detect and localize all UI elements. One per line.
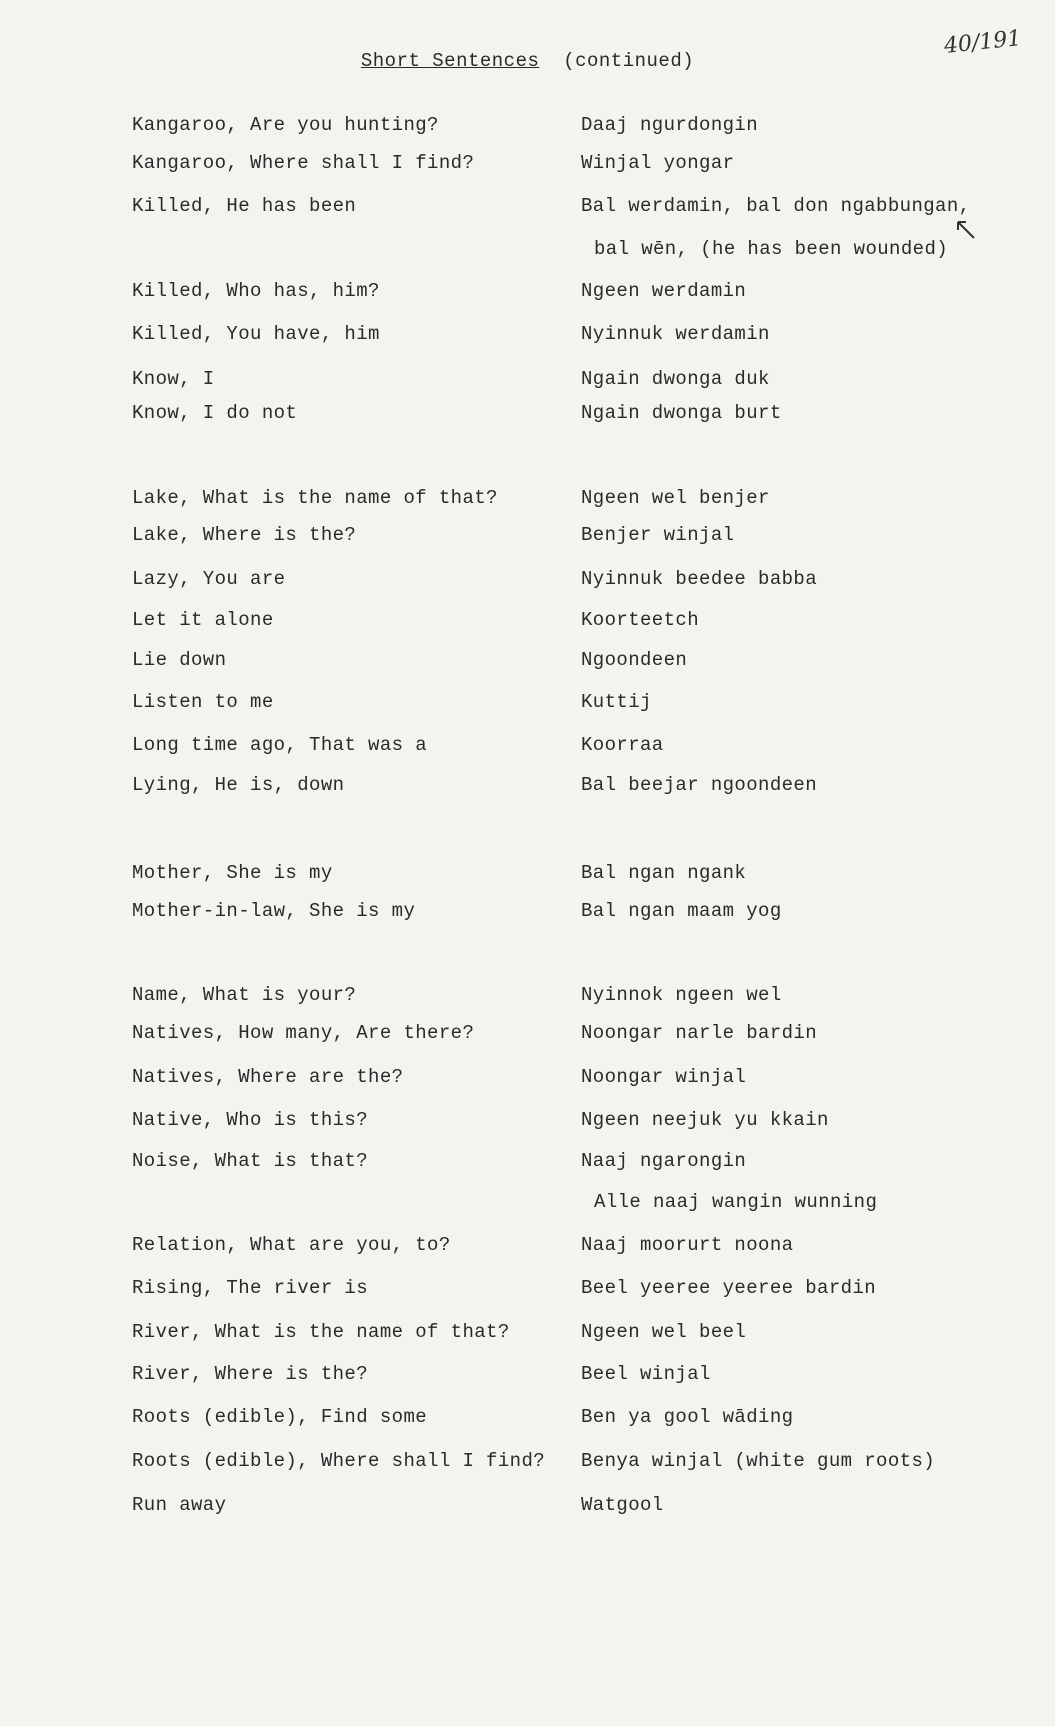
native-translation: Nyinnok ngeen wel bbox=[581, 984, 782, 1006]
sentence-row bbox=[0, 402, 1055, 430]
english-phrase: Lazy, You are bbox=[132, 568, 286, 590]
native-translation: Ngeen neejuk yu kkain bbox=[581, 1109, 829, 1131]
english-phrase: Lake, Where is the? bbox=[132, 524, 357, 546]
english-phrase: Native, Who is this? bbox=[132, 1109, 369, 1131]
native-translation: Winjal yongar bbox=[581, 152, 735, 174]
handwritten-page-number: 40/191 bbox=[942, 26, 1023, 59]
title-subtitle: (continued) bbox=[563, 50, 695, 72]
native-translation: Noongar narle bardin bbox=[581, 1022, 818, 1044]
sentence-row bbox=[0, 1234, 1055, 1262]
english-phrase: Natives, Where are the? bbox=[132, 1066, 404, 1088]
native-translation: Naaj ngarongin bbox=[581, 1150, 747, 1172]
native-translation: Bal beejar ngoondeen bbox=[581, 774, 818, 796]
english-phrase: Name, What is your? bbox=[132, 984, 357, 1006]
sentence-row bbox=[0, 152, 1055, 180]
sentence-row bbox=[0, 280, 1055, 308]
sentence-row bbox=[0, 238, 1055, 266]
native-translation: Bal ngan maam yog bbox=[581, 900, 782, 922]
native-translation: Benjer winjal bbox=[581, 524, 735, 546]
sentence-row bbox=[0, 114, 1055, 142]
english-phrase: Kangaroo, Are you hunting? bbox=[132, 114, 439, 136]
native-translation: Nyinnuk beedee babba bbox=[581, 568, 818, 590]
sentence-row bbox=[0, 1066, 1055, 1094]
native-translation: Bal werdamin, bal don ngabbungan, bbox=[581, 195, 971, 217]
sentence-row bbox=[0, 368, 1055, 396]
native-translation: Koorraa bbox=[581, 734, 664, 756]
native-translation: Naaj moorurt noona bbox=[581, 1234, 794, 1256]
correction-arrow-icon bbox=[954, 218, 978, 242]
page-title bbox=[0, 50, 1055, 72]
native-translation: Alle naaj wangin wunning bbox=[594, 1191, 878, 1213]
sentence-row bbox=[0, 1277, 1055, 1305]
native-translation: Noongar winjal bbox=[581, 1066, 747, 1088]
sentence-row bbox=[0, 323, 1055, 351]
native-translation: Kuttij bbox=[581, 691, 652, 713]
english-phrase: Rising, The river is bbox=[132, 1277, 369, 1299]
english-phrase: Killed, Who has, him? bbox=[132, 280, 380, 302]
title-text: Short Sentences bbox=[360, 50, 540, 72]
native-translation: Daaj ngurdongin bbox=[581, 114, 759, 136]
native-translation: Bal ngan ngank bbox=[581, 862, 747, 884]
sentence-row bbox=[0, 568, 1055, 596]
english-phrase: Mother-in-law, She is my bbox=[132, 900, 416, 922]
english-phrase: Roots (edible), Find some bbox=[132, 1406, 428, 1428]
sentence-row bbox=[0, 734, 1055, 762]
sentence-row bbox=[0, 1321, 1055, 1349]
sentence-row bbox=[0, 649, 1055, 677]
english-phrase: Killed, You have, him bbox=[132, 323, 380, 345]
sentence-row bbox=[0, 1191, 1055, 1219]
english-phrase: Know, I do not bbox=[132, 402, 298, 424]
native-translation: Ngain dwonga duk bbox=[581, 368, 770, 390]
english-phrase: Mother, She is my bbox=[132, 862, 333, 884]
english-phrase: Long time ago, That was a bbox=[132, 734, 428, 756]
sentence-row bbox=[0, 1406, 1055, 1434]
sentence-row bbox=[0, 691, 1055, 719]
native-translation: Ben ya gool wāding bbox=[581, 1406, 794, 1428]
sentence-row bbox=[0, 1022, 1055, 1050]
sentence-row bbox=[0, 1363, 1055, 1391]
native-translation: Beel winjal bbox=[581, 1363, 711, 1385]
native-translation: Watgool bbox=[581, 1494, 664, 1516]
sentence-row bbox=[0, 524, 1055, 552]
sentence-row bbox=[0, 774, 1055, 802]
sentence-row bbox=[0, 984, 1055, 1012]
native-translation: Ngoondeen bbox=[581, 649, 688, 671]
sentence-row bbox=[0, 1450, 1055, 1478]
english-phrase: Lake, What is the name of that? bbox=[132, 487, 498, 509]
sentence-row bbox=[0, 1109, 1055, 1137]
native-translation: Ngeen wel benjer bbox=[581, 487, 770, 509]
english-phrase: Run away bbox=[132, 1494, 227, 1516]
english-phrase: Relation, What are you, to? bbox=[132, 1234, 451, 1256]
native-translation: Benya winjal (white gum roots) bbox=[581, 1450, 936, 1472]
english-phrase: Lying, He is, down bbox=[132, 774, 345, 796]
english-phrase: Let it alone bbox=[132, 609, 274, 631]
english-phrase: Killed, He has been bbox=[132, 195, 357, 217]
english-phrase: Noise, What is that? bbox=[132, 1150, 369, 1172]
native-translation: Ngeen werdamin bbox=[581, 280, 747, 302]
native-translation: Koorteetch bbox=[581, 609, 700, 631]
english-phrase: Roots (edible), Where shall I find? bbox=[132, 1450, 546, 1472]
native-translation: Beel yeeree yeeree bardin bbox=[581, 1277, 877, 1299]
sentence-row bbox=[0, 195, 1055, 223]
english-phrase: Kangaroo, Where shall I find? bbox=[132, 152, 475, 174]
sentence-row bbox=[0, 862, 1055, 890]
english-phrase: River, What is the name of that? bbox=[132, 1321, 510, 1343]
sentence-row bbox=[0, 1494, 1055, 1522]
sentence-row bbox=[0, 900, 1055, 928]
english-phrase: Listen to me bbox=[132, 691, 274, 713]
native-translation: Ngeen wel beel bbox=[581, 1321, 747, 1343]
english-phrase: Know, I bbox=[132, 368, 215, 390]
native-translation: Nyinnuk werdamin bbox=[581, 323, 770, 345]
english-phrase: Natives, How many, Are there? bbox=[132, 1022, 475, 1044]
sentence-row bbox=[0, 1150, 1055, 1178]
native-translation: Ngain dwonga burt bbox=[581, 402, 782, 424]
english-phrase: Lie down bbox=[132, 649, 227, 671]
sentence-row bbox=[0, 609, 1055, 637]
native-translation: bal wēn, (he has been wounded) bbox=[594, 238, 949, 260]
sentence-row bbox=[0, 487, 1055, 515]
english-phrase: River, Where is the? bbox=[132, 1363, 369, 1385]
